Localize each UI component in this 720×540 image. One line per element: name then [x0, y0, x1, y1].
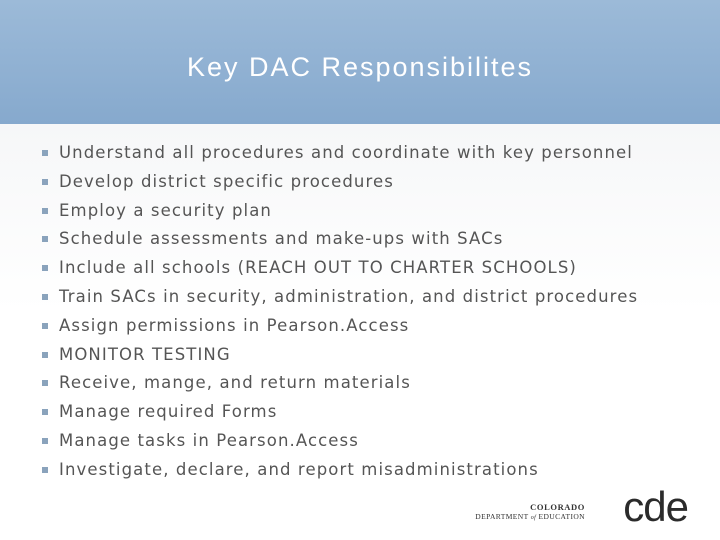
bullet-text: Schedule assessments and make-ups with SACs [59, 229, 504, 249]
logo-state: COLORADO [530, 502, 585, 512]
bullet-text: Receive, mange, and return materials [59, 373, 411, 393]
bullet-text: Investigate, declare, and report misadministrations [59, 459, 539, 479]
bullet-item [40, 225, 700, 254]
logo-of: of [530, 515, 537, 521]
logo-education-word: EDUCATION [538, 512, 585, 521]
square-bullet-icon [42, 208, 48, 214]
square-bullet-icon [42, 265, 48, 271]
bullet-text: MONITOR TESTING [59, 344, 231, 364]
slide-title: Key DAC Responsibilites [186, 52, 534, 82]
square-bullet-icon [42, 438, 48, 444]
bullet-text: Employ a security plan [59, 200, 272, 220]
bullet-item [40, 456, 700, 485]
cde-logo [475, 483, 698, 530]
bullet-item [40, 427, 700, 456]
bullet-text: Assign permissions in Pearson.Access [59, 315, 410, 335]
square-bullet-icon [42, 409, 48, 415]
bullet-text: Develop district specific procedures [59, 171, 394, 191]
bullet-item [40, 139, 700, 168]
square-bullet-icon [42, 294, 48, 300]
logo-department [475, 512, 585, 521]
bullet-item [40, 312, 700, 341]
bullet-item [40, 283, 700, 312]
bullet-text: Manage tasks in Pearson.Access [59, 430, 359, 450]
bullet-item [40, 369, 700, 398]
square-bullet-icon [42, 150, 48, 156]
square-bullet-icon [42, 323, 48, 329]
cde-logo-mark: cde [623, 483, 688, 530]
bullet-item [40, 168, 700, 197]
bullet-text: Include all schools (REACH OUT TO CHARTER SCHOOLS) [59, 258, 577, 278]
slide-header [0, 0, 720, 124]
bullet-item [40, 398, 700, 427]
square-bullet-icon [42, 179, 48, 185]
logo-department-word: DEPARTMENT [475, 512, 529, 521]
square-bullet-icon [42, 352, 48, 358]
square-bullet-icon [42, 467, 48, 473]
bullet-item [40, 341, 700, 370]
bullet-text: Train SACs in security, administration, and district procedures [59, 286, 639, 306]
bullet-item [40, 254, 700, 283]
square-bullet-icon [42, 380, 48, 386]
bullet-list [40, 139, 700, 485]
bullet-item [40, 197, 700, 226]
bullet-text: Understand all procedures and coordinate with key personnel [59, 143, 633, 162]
square-bullet-icon [42, 236, 48, 242]
bullet-text: Manage required Forms [59, 402, 278, 422]
